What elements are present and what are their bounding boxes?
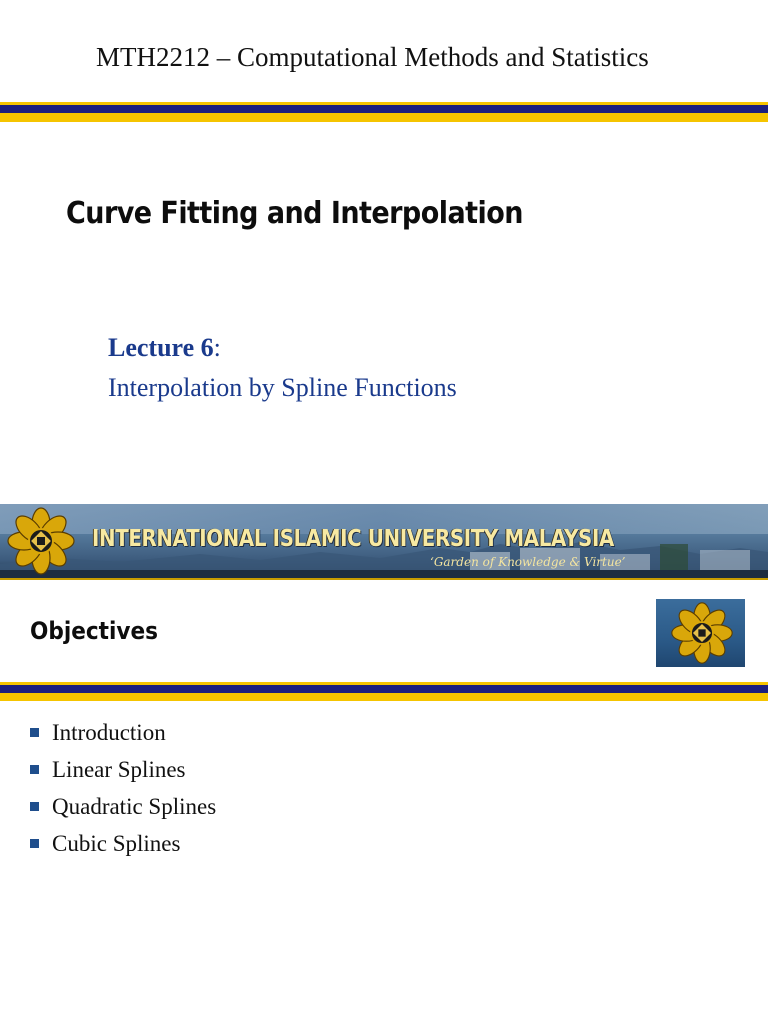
bullet-square-icon (30, 802, 39, 811)
list-item-text: Introduction (52, 719, 166, 745)
university-crest-icon (6, 506, 76, 576)
university-crest-icon (670, 601, 734, 665)
bullet-square-icon (30, 839, 39, 848)
section-title: Objectives (30, 617, 158, 645)
objectives-stripe-navy (0, 685, 768, 693)
lecture-label: Lecture 6 (108, 333, 214, 362)
list-item (30, 788, 216, 825)
lecture-heading (108, 328, 457, 368)
objectives-stripe-gold (0, 693, 768, 701)
list-item (30, 751, 216, 788)
main-title: Curve Fitting and Interpolation (66, 196, 523, 231)
objectives-list (30, 714, 216, 862)
bullet-square-icon (30, 765, 39, 774)
header-stripe-navy (0, 105, 768, 113)
bullet-square-icon (30, 728, 39, 737)
corner-logo-box (656, 599, 745, 667)
header-stripe-gold (0, 113, 768, 122)
banner-underline (0, 578, 768, 580)
lecture-subtitle: Interpolation by Spline Functions (108, 373, 457, 402)
title-slide (0, 0, 768, 500)
list-item-text: Linear Splines (52, 756, 186, 782)
lecture-colon: : (213, 333, 221, 362)
university-motto: ‘Garden of Knowledge & Virtue’ (430, 555, 626, 569)
list-item-text: Cubic Splines (52, 830, 181, 856)
list-item-text: Quadratic Splines (52, 793, 217, 819)
lecture-block (108, 328, 457, 408)
objectives-slide (0, 500, 768, 1024)
university-banner (0, 504, 768, 578)
list-item (30, 714, 216, 751)
list-item (30, 825, 216, 862)
course-title: MTH2212 – Computational Methods and Statistics (96, 42, 649, 72)
university-name: INTERNATIONAL ISLAMIC UNIVERSITY MALAYSIA (92, 526, 614, 552)
